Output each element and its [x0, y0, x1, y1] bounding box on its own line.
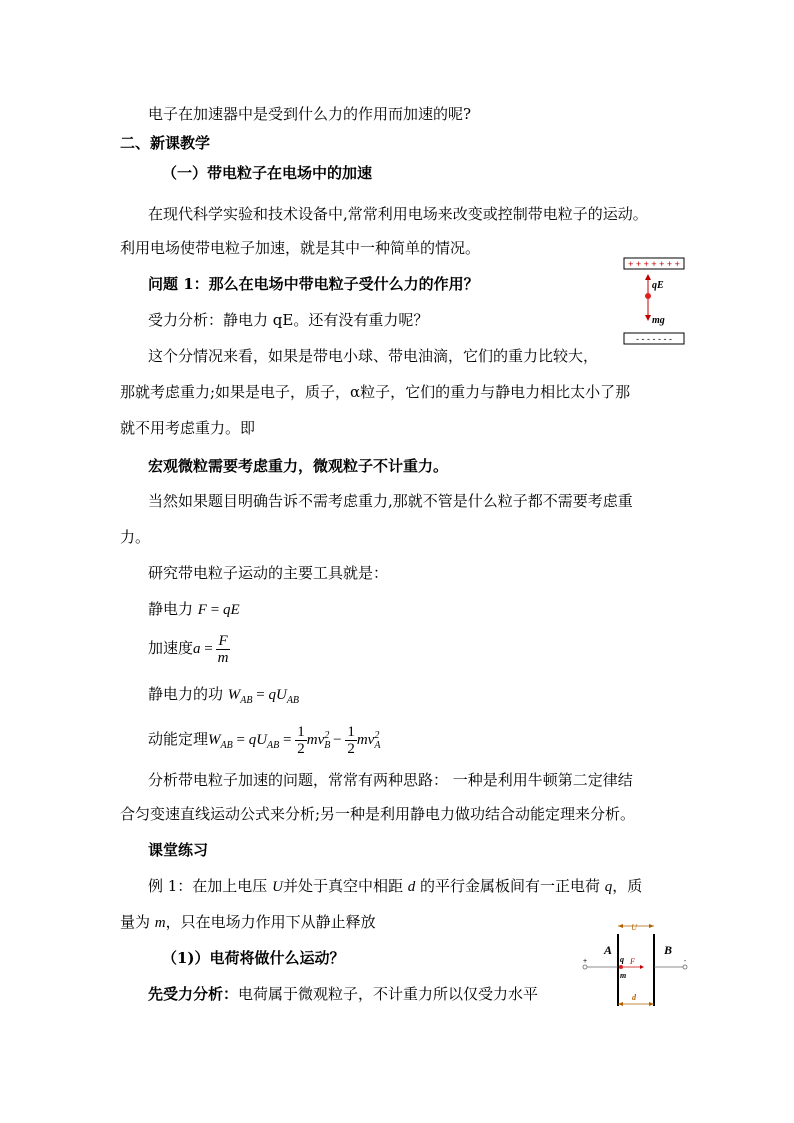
label-B: B [664, 943, 673, 957]
example-1-line-2: 量为 m，只在电场力作用下从静止释放 [120, 913, 376, 931]
question-1: 问题 1：那么在电场中带电粒子受什么力的作用？ [148, 275, 479, 293]
key-point: 宏观微粒需要考虑重力，微观粒子不计重力。 [148, 457, 449, 475]
formula-kinetic-energy-theorem: 动能定理$W_{AB} = qU_{AB}$ = $\frac{1}{2}$ $mv_B^2$ − $\frac{1}{2}$ $mv_A^2$ [148, 723, 381, 757]
subsection-heading: （一）带电粒子在电场中的加速 [162, 164, 373, 182]
section-heading: 二、新课教学 [120, 134, 211, 152]
paragraph-line: 力。 [120, 528, 151, 546]
bottom-plate-charges: - - - - - - - [636, 334, 672, 344]
top-plate-charges: + + + + + + + [628, 259, 680, 269]
analysis-line: 先受力分析：电荷属于微观粒子，不计重力所以仅受力水平 [148, 985, 539, 1003]
formula-electric-force: 静电力 F = qE [148, 600, 240, 618]
label-U: U [631, 923, 637, 932]
example-1-line-1: 例 1：在加上电压 U并处于真空中相距 d 的平行金属板间有一正电荷 q，质 [148, 877, 643, 895]
formula-work: 静电力的功 $W_{AB} = qU_{AB}$ [148, 685, 300, 706]
force-analysis: 受力分析：静电力 qE。还有没有重力呢？ [148, 311, 429, 329]
paragraph-line: 就不用考虑重力。即 [120, 419, 256, 437]
paragraph-line: 利用电场使带电粒子加速，就是其中一种简单的情况。 [120, 239, 481, 257]
practice-heading: 课堂练习 [148, 841, 209, 859]
tools-intro: 研究带电粒子运动的主要工具就是： [148, 564, 389, 582]
label-q: q [620, 955, 624, 964]
sub-question-1: （1)）电荷将做什么运动？ [162, 949, 345, 967]
figure-charged-particle-forces [620, 256, 690, 348]
figure-parallel-plates [578, 920, 694, 1012]
terminal-minus: - [683, 958, 687, 965]
label-d: d [632, 993, 636, 1002]
paragraph-line: 这个分情况来看，如果是带电小球、带电油滴，它们的重力比较大， [148, 347, 599, 365]
label-F: F [630, 957, 635, 966]
label-m: m [620, 971, 627, 980]
paragraph-line: 分析带电粒子加速的问题，常常有两种思路： 一种是利用牛顿第二定律结 [148, 771, 633, 789]
paragraph-line: 在现代科学实验和技术设备中,常常利用电场来改变或控制带电粒子的运动。 [148, 205, 648, 223]
paragraph-line: 合匀变速直线运动公式来分析;另一种是利用静电力做功结合动能定理来分析。 [120, 805, 636, 823]
terminal-plus: + [582, 958, 588, 965]
intro-question: 电子在加速器中是受到什么力的作用而加速的呢? [148, 105, 472, 123]
label-A: A [604, 943, 613, 957]
label-mg: mg [652, 315, 665, 326]
paragraph-line: 当然如果题目明确告诉不需考虑重力,那就不管是什么粒子都不需要考虑重 [148, 492, 633, 510]
formula-acceleration: 加速度a = $\frac{F}{m}$ [148, 632, 229, 666]
paragraph-line: 那就考虑重力;如果是电子，质子，α粒子，它们的重力与静电力相比太小了那 [120, 383, 631, 401]
label-qE: qE [652, 280, 664, 291]
